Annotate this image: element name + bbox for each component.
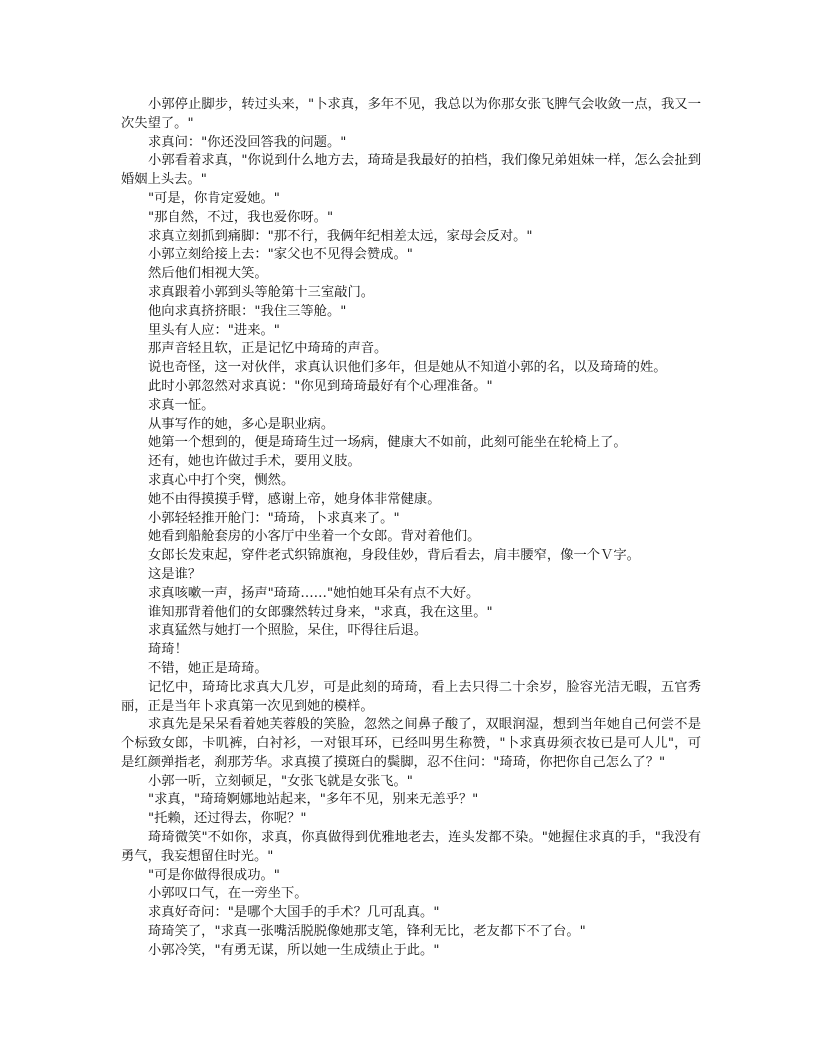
paragraph: 她看到船舱套房的小客厅中坐着一个女郎。背对着他们。 [148, 529, 481, 545]
paragraph: 求真心中打个突，恻然。 [148, 472, 295, 488]
paragraph: 然后他们相视大笑。 [148, 266, 268, 282]
paragraph: 小郭立刻给接上去："家父也不见得会赞成。" [148, 247, 413, 263]
paragraph: 女郎长发束起，穿件老式织锦旗袍，身段佳妙，背后看去，肩丰腰窄，像一个Ｖ字。 [148, 548, 640, 564]
paragraph: 琦琦！ [148, 642, 188, 658]
paragraph: 这是谁？ [148, 566, 202, 582]
paragraph: 小郭冷笑，"有勇无谋，所以她一生成绩止于此。" [148, 942, 440, 958]
paragraph: 琦琦笑了，"求真一张嘴活脱脱像她那支笔，锋利无比，老友都下不了台。" [148, 924, 586, 940]
paragraph: 从事写作的她，多心是职业病。 [148, 416, 335, 432]
paragraph: "可是你做得很成功。" [148, 867, 280, 883]
paragraph: 求真咳嗽一声，扬声"琦琦……"她怕她耳朵有点不大好。 [148, 585, 480, 601]
page-body [121, 96, 701, 961]
paragraph: 求真好奇问："是哪个大国手的手术？几可乱真。" [148, 905, 440, 921]
paragraph: 小郭叹口气，在一旁坐下。 [148, 886, 308, 902]
paragraph: 小郭停止脚步，转过头来，"卜求真，多年不见，我总以为你那女张飞脾气会收敛一点，我又一次失望了。" [121, 97, 701, 131]
paragraph: "托赖，还过得去，你呢？" [148, 811, 307, 827]
paragraph: 里头有人应："进来。" [148, 322, 280, 338]
paragraph: 琦琦微笑"不如你，求真，你真做得到优雅地老去，连头发都不染。"她握住求真的手，"我没有勇气，我妄想留住时光。" [121, 830, 701, 864]
paragraph: 小郭一听，立刻顿足，"女张飞就是女张飞。" [148, 773, 413, 789]
paragraph: "那自然，不过，我也爱你呀。" [148, 209, 334, 225]
paragraph: "求真，"琦琦婀娜地站起来，"多年不见，别来无恙乎？" [148, 792, 479, 808]
paragraph: 此时小郭忽然对求真说："你见到琦琦最好有个心理准备。" [148, 378, 493, 394]
paragraph: 求真问："你还没回答我的问题。" [148, 134, 347, 150]
paragraph: 她不由得摸摸手臂，感谢上帝，她身体非常健康。 [148, 491, 441, 507]
paragraph: 求真立刻抓到痛脚："那不行，我俩年纪相差太远，家母会反对。" [148, 228, 533, 244]
paragraph: 小郭看着求真，"你说到什么地方去，琦琦是我最好的拍档，我们像兄弟姐妹一样，怎么会扯到婚姻上头去。" [121, 153, 701, 188]
paragraph: 求真一怔。 [148, 397, 215, 413]
paragraph: 她第一个想到的，便是琦琦生过一场病，健康大不如前，此刻可能坐在轮椅上了。 [148, 435, 627, 451]
paragraph: "可是，你肯定爱她。" [148, 190, 280, 206]
paragraph: 求真先是呆呆看着她芙蓉般的笑脸，忽然之间鼻子酸了，双眼润湿，想到当年她自己何尝不是个标致女郎，卡叽裤，白衬衫，一对银耳环，已经叫男生称赞，"卜求真毋须衣妆已是可人儿"，可是红颜弹指老，刹那芳华。求真摸了摸斑白的鬓脚，忍不住问："琦琦，你把你自己怎么了？" [121, 717, 701, 770]
paragraph: 求真跟着小郭到头等舱第十三室敲门。 [148, 284, 375, 300]
paragraph: 不错，她正是琦琦。 [148, 660, 268, 676]
paragraph: 还有，她也许做过手术，要用义肢。 [148, 454, 361, 470]
paragraph: 他向求真挤挤眼："我住三等舱。" [148, 303, 347, 319]
paragraph: 小郭轻轻推开舱门："琦琦，卜求真来了。" [148, 510, 400, 526]
paragraph: 记忆中，琦琦比求真大几岁，可是此刻的琦琦，看上去只得二十余岁，脸容光洁无暇，五官秀丽，正是当年卜求真第一次见到她的模样。 [121, 679, 701, 714]
paragraph: 求真猛然与她打一个照脸，呆住，吓得往后退。 [148, 623, 428, 639]
paragraph: 说也奇怪，这一对伙伴，求真认识他们多年，但是她从不知道小郭的名，以及琦琦的姓。 [148, 360, 667, 376]
paragraph: 谁知那背着他们的女郎骤然转过身来，"求真，我在这里。" [148, 604, 493, 620]
paragraph: 那声音轻且软，正是记忆中琦琦的声音。 [148, 341, 388, 357]
